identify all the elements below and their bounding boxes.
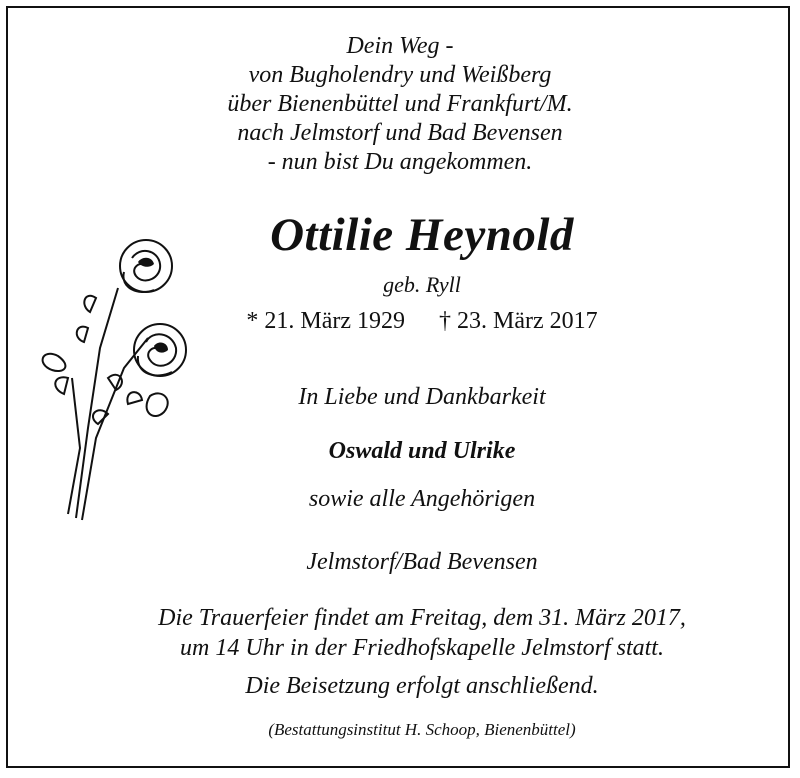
maiden-name: geb. Ryll — [383, 272, 461, 297]
service-info — [22, 603, 800, 663]
undertaker: (Bestattungsinstitut H. Schoop, Bienenbüttel) — [268, 720, 576, 739]
poem — [0, 32, 800, 177]
poem-line: von Bugholendry und Weißberg — [248, 62, 552, 88]
service-line: Die Trauerfeier findet am Freitag, dem 31. März 2017, — [158, 605, 686, 631]
poem-line: über Bienenbüttel und Frankfurt/M. — [227, 91, 573, 117]
poem-line: Dein Weg - — [346, 33, 454, 59]
deceased-name: Ottilie Heynold — [270, 209, 574, 261]
poem-line: - nun bist Du angekommen. — [267, 149, 533, 175]
service-line: um 14 Uhr in der Friedhofskapelle Jelmstorf statt. — [180, 635, 664, 661]
mourners: Oswald und Ulrike — [328, 438, 516, 464]
dedication: In Liebe und Dankbarkeit — [298, 384, 546, 410]
birth-date: * 21. März 1929 — [246, 308, 405, 334]
poem-line: nach Jelmstorf und Bad Bevensen — [237, 120, 563, 146]
burial-info: Die Beisetzung erfolgt anschließend. — [245, 673, 599, 699]
life-dates — [22, 308, 800, 335]
relatives: sowie alle Angehörigen — [308, 486, 536, 512]
death-date: † 23. März 2017 — [439, 308, 598, 334]
location: Jelmstorf/Bad Bevensen — [306, 549, 538, 575]
